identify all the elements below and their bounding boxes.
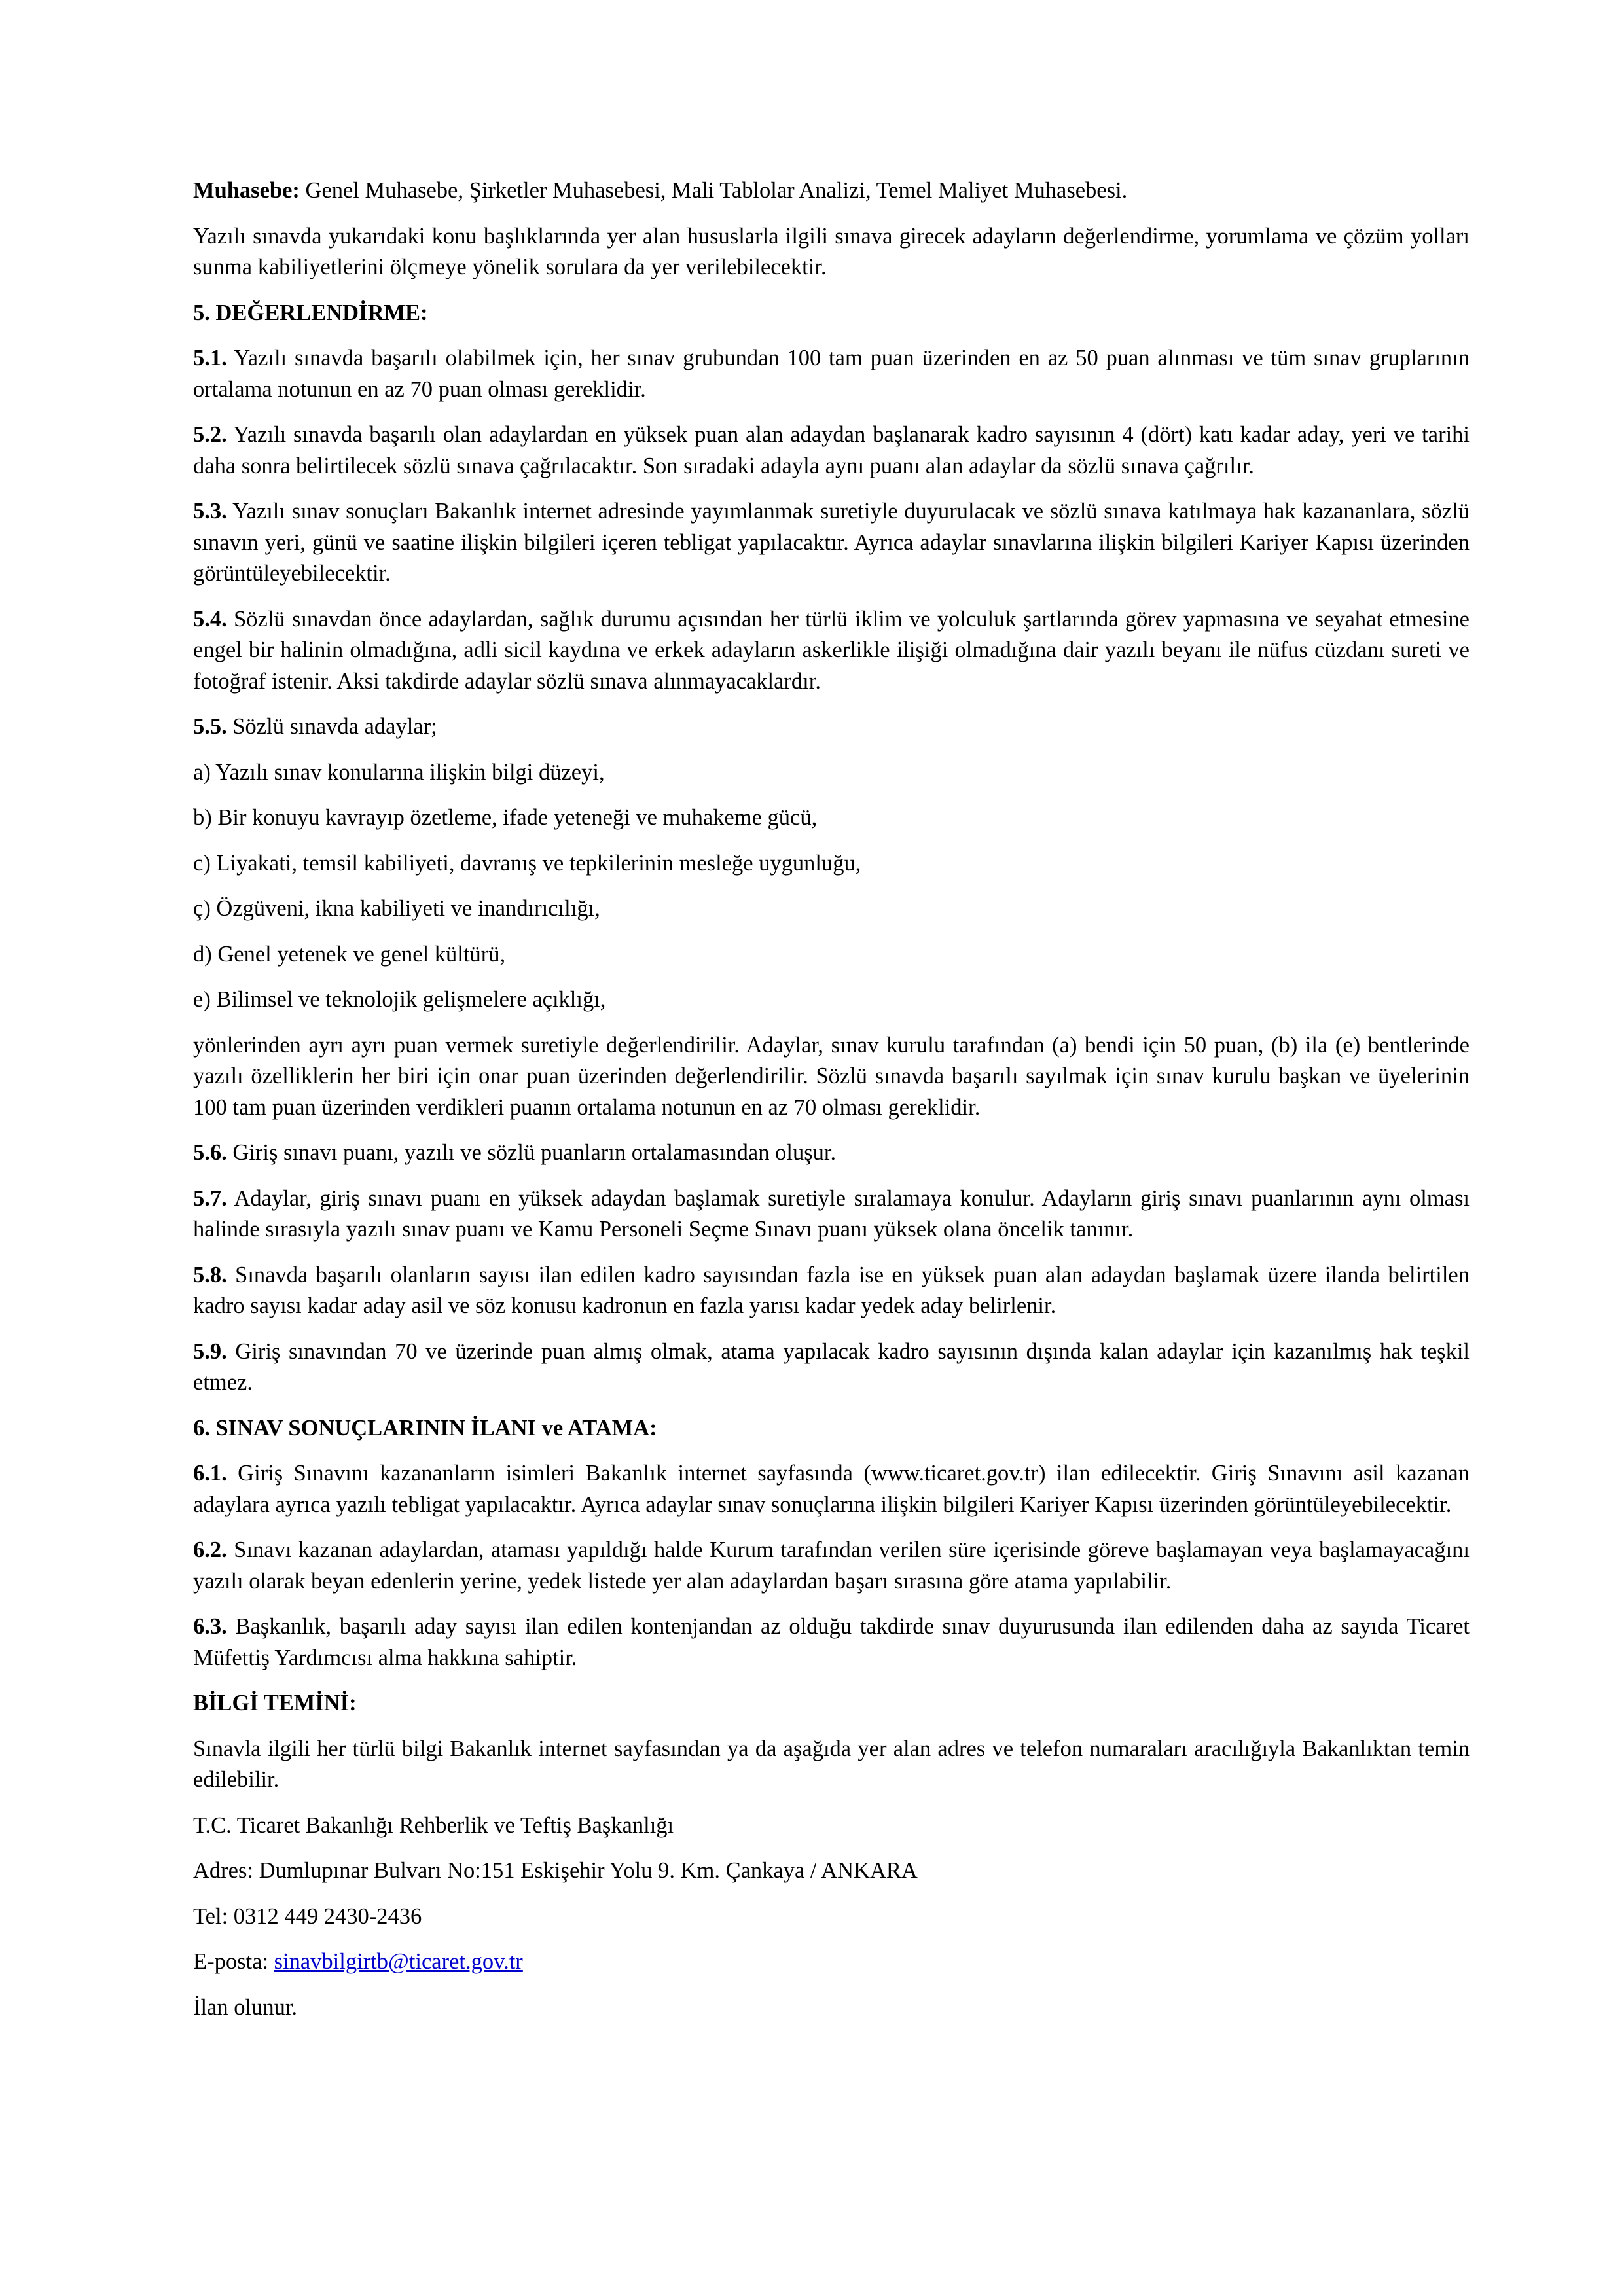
item-text-5-9: Giriş sınavından 70 ve üzerinde puan almış olmak, atama yapılacak kadro sayısının dışında kalan adaylar için kazanılmış hak teşkil etmez. (193, 1338, 1470, 1395)
paragraph-6-3 (193, 1611, 1470, 1674)
sublist-item-c-cedilla: ç) Özgüveni, ikna kabiliyeti ve inandırıcılığı, (193, 896, 600, 921)
item-text-5-4: Sözlü sınavdan önce adaylardan, sağlık durumu açısından her türlü iklim ve yolculuk şartlarında görev yapmasına ve seyahat etmesine engel bir halinin olmadığına, adli sicil kaydına ve erkek adayların askerlikle ilişiği olmadığına dair yazılı beyanı ile nüfus cüzdanı sureti ve fotoğraf istenir. Aksi takdirde adaylar sözlü sınava alınmayacaklardır. (193, 606, 1470, 694)
paragraph-5-9 (193, 1336, 1470, 1399)
item-text-5-7: Adaylar, giriş sınavı puanı en yüksek adaydan başlamak suretiyle sıralamaya konulur. Adayların giriş sınavı puanlarının aynı olması halinde sırasıyla yazılı sınav puanı ve Kamu Personeli Seçme Sınavı puanı yüksek olana öncelik tanınır. (193, 1185, 1470, 1242)
item-number-5-8: 5.8. (193, 1262, 227, 1287)
document-body (193, 175, 1470, 2037)
section-6-heading: 6. SINAV SONUÇLARININ İLANI ve ATAMA: (193, 1415, 657, 1441)
email-label: E-posta: (193, 1949, 274, 1974)
paragraph-6-2 (193, 1535, 1470, 1597)
section-5-heading: 5. DEĞERLENDİRME: (193, 300, 428, 325)
paragraph-6-1 (193, 1458, 1470, 1520)
paragraph-intro: Yazılı sınavda yukarıdaki konu başlıklarında yer alan hususlarla ilgili sınava girecek adayların değerlendirme, yorumlama ve çözüm yolları sunma kabiliyetlerini ölçmeye yönelik sorulara da yer verilebilecektir. (193, 223, 1470, 279)
paragraph-5-5 (193, 711, 1470, 743)
paragraph-5-8 (193, 1260, 1470, 1322)
sublist-item-b: b) Bir konuyu kavrayıp özetleme, ifade yeteneği ve muhakeme gücü, (193, 805, 818, 830)
item-number-5-9: 5.9. (193, 1338, 227, 1364)
item-number-5-4: 5.4. (193, 606, 227, 632)
paragraph-5-6 (193, 1138, 1470, 1169)
address-line: Adres: Dumlupınar Bulvarı No:151 Eskişehir Yolu 9. Km. Çankaya / ANKARA (193, 1858, 918, 1883)
item-text-5-6: Giriş sınavı puanı, yazılı ve sözlü puanların ortalamasından oluşur. (226, 1140, 837, 1165)
item-number-5-1: 5.1. (193, 346, 227, 370)
item-text-6-2: Sınavı kazanan adaylardan, ataması yapıldığı halde Kurum tarafından verilen süre içerisinde göreve başlamayan veya başlamayacağını yazılı olarak beyan edenlerin yerine, yedek listede yer alan adaylardan başarı sırasına göre atama yapılabilir. (193, 1537, 1470, 1594)
paragraph-sublist-closing: yönlerinden ayrı ayrı puan vermek suretiyle değerlendirilir. Adaylar, sınav kurulu tarafından (a) bendi için 50 puan, (b) ila (e) bentlerinde yazılı özelliklerin her biri için onar puan üzerinden değerlendirilir. Sözlü sınavda başarılı sayılmak için sınav kurulu başkan ve üyelerinin 100 tam puan üzerinden verdikleri puanın ortalama notunun en az 70 olması gereklidir. (193, 1032, 1470, 1120)
item-number-6-3: 6.3. (193, 1614, 227, 1639)
paragraph-muhasebe (193, 175, 1470, 207)
paragraph-5-2 (193, 420, 1470, 482)
sublist-item-c: c) Liyakati, temsil kabiliyeti, davranış ve tepkilerinin mesleğe uygunluğu, (193, 850, 861, 876)
item-number-5-2: 5.2. (193, 422, 227, 447)
item-text-5-5: Sözlü sınavda adaylar; (226, 714, 437, 739)
item-text-6-1: Giriş Sınavını kazananların isimleri Bakanlık internet sayfasında (www.ticaret.gov.tr) ilan edilecektir. Giriş Sınavını asil kazanan adaylara ayrıca yazılı tebligat yapılacaktır. Ayrıca adaylar sınav sonuçlarına ilişkin bilgileri Kariyer Kapısı üzerinden görüntüleyebilecektir. (193, 1461, 1470, 1517)
paragraph-bilgi-temini: Sınavla ilgili her türlü bilgi Bakanlık internet sayfasından ya da aşağıda yer alan adres ve telefon numaraları aracılığıyla Bakanlıktan temin edilebilir. (193, 1736, 1470, 1792)
item-number-5-6: 5.6. (193, 1140, 227, 1165)
organization-line: T.C. Ticaret Bakanlığı Rehberlik ve Teftiş Başkanlığı (193, 1812, 674, 1838)
muhasebe-label: Muhasebe: (193, 178, 300, 203)
paragraph-5-1 (193, 343, 1470, 405)
sublist-item-d: d) Genel yetenek ve genel kültürü, (193, 941, 506, 967)
item-text-5-2: Yazılı sınavda başarılı olan adaylardan en yüksek puan alan adaydan başlanarak kadro sayısının 4 (dört) katı kadar aday, yeri ve tarihi daha sonra belirtilecek sözlü sınava çağrılacaktır. Son sıradaki adayla aynı puanı alan adaylar da sözlü sınava çağrılır. (193, 422, 1470, 478)
paragraph-5-7 (193, 1183, 1470, 1246)
sublist-item-a: a) Yazılı sınav konularına ilişkin bilgi düzeyi, (193, 759, 605, 785)
closing-line: İlan olunur. (193, 1994, 298, 2020)
item-text-5-3: Yazılı sınav sonuçları Bakanlık internet adresinde yayımlanmak suretiyle duyurulacak ve sözlü sınava katılmaya hak kazananlara, sözlü sınavın yeri, günü ve saatine ilişkin bilgileri içeren tebligat yapılacaktır. Ayrıca adaylar sınavlarına ilişkin bilgileri Kariyer Kapısı üzerinden görüntüleyebilecektir. (193, 499, 1470, 586)
item-number-5-5: 5.5. (193, 714, 227, 739)
sublist-item-e: e) Bilimsel ve teknolojik gelişmelere açıklığı, (193, 987, 606, 1012)
paragraph-5-3 (193, 496, 1470, 590)
item-text-5-8: Sınavda başarılı olanların sayısı ilan edilen kadro sayısından fazla ise en yüksek puan alan adaydan başlamak üzere ilanda belirtilen kadro sayısı kadar aday asil ve söz konusu kadronun en fazla yarısı kadar yedek aday belirlenir. (193, 1262, 1470, 1318)
phone-line: Tel: 0312 449 2430-2436 (193, 1903, 422, 1929)
item-number-5-7: 5.7. (193, 1185, 227, 1211)
paragraph-5-4 (193, 604, 1470, 698)
email-line (193, 1946, 1470, 1978)
item-number-6-2: 6.2. (193, 1537, 227, 1562)
item-text-5-1: Yazılı sınavda başarılı olabilmek için, her sınav grubundan 100 tam puan üzerinden en az 50 puan alınması ve tüm sınav gruplarının ortalama notunun en az 70 puan olması gereklidir. (193, 346, 1470, 402)
item-text-6-3: Başkanlık, başarılı aday sayısı ilan edilen kontenjandan az olduğu takdirde sınav duyurusunda ilan edilenden daha az sayıda Ticaret Müfettiş Yardımcısı alma hakkına sahiptir. (193, 1614, 1470, 1670)
bilgi-temini-heading: BİLGİ TEMİNİ: (193, 1691, 357, 1715)
item-number-5-3: 5.3. (193, 499, 227, 524)
item-number-6-1: 6.1. (193, 1461, 227, 1486)
email-link[interactable]: sinavbilgirtb@ticaret.gov.tr (274, 1949, 523, 1974)
muhasebe-text: Genel Muhasebe, Şirketler Muhasebesi, Mali Tablolar Analizi, Temel Maliyet Muhasebesi. (299, 178, 1128, 203)
